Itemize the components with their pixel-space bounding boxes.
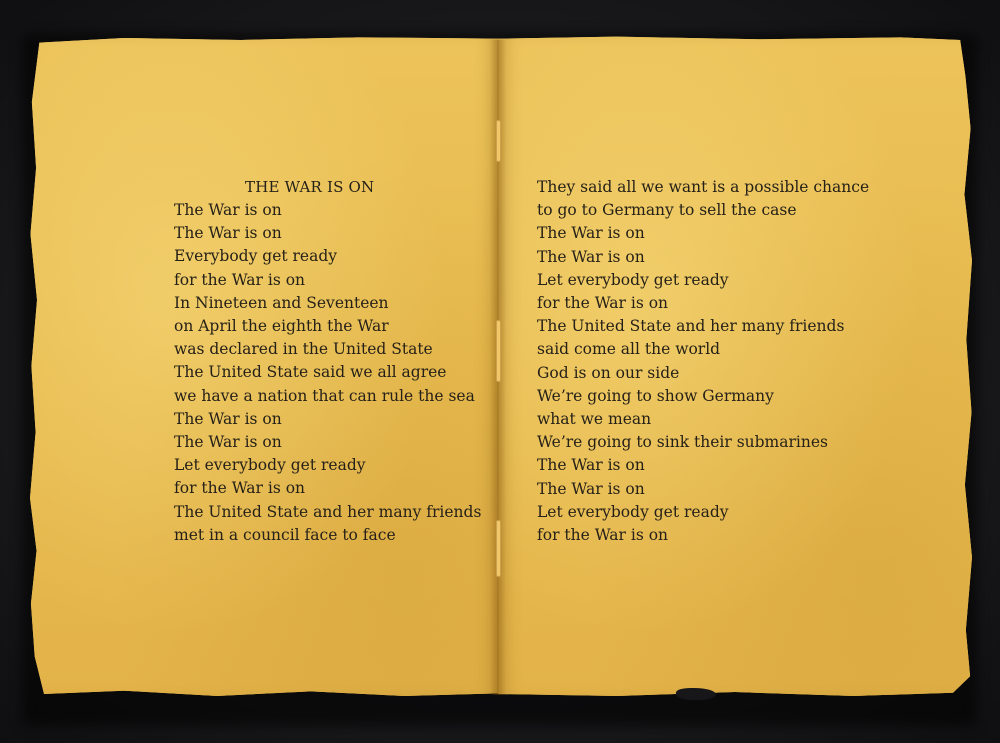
poem-line: The War is on (174, 224, 282, 243)
poem-line: we have a nation that can rule the sea (174, 386, 475, 405)
binding-thread (496, 120, 501, 162)
poem-line: for the War is on (537, 294, 669, 313)
poem-line: The War is on (174, 409, 282, 428)
poem-line: The War is on (537, 224, 645, 243)
poem-line: Let everybody get ready (537, 270, 729, 289)
binding-thread (496, 320, 501, 382)
poem-line: Everybody get ready (174, 247, 338, 266)
left-page-text (174, 199, 481, 547)
poem-line: on April the eighth the War (174, 317, 389, 336)
poem-line: The United State said we all agree (174, 363, 447, 382)
poem-line: In Nineteen and Seventeen (174, 293, 389, 312)
poem-line: The United State and her many friends (174, 502, 482, 521)
poem-title: THE WAR IS ON (245, 178, 375, 196)
poem-line: The United State and her many friends (537, 317, 845, 336)
paper-tear (676, 688, 716, 700)
binding-thread (496, 520, 501, 577)
poem-line: Let everybody get ready (174, 456, 366, 475)
poem-line: was declared in the United State (174, 340, 433, 359)
poem-line: The War is on (174, 433, 282, 452)
poem-line: for the War is on (174, 270, 306, 289)
poem-line: to go to Germany to sell the case (537, 201, 797, 220)
right-page-text (537, 176, 869, 547)
poem-line: We’re going to show Germany (537, 386, 774, 405)
poem-line: met in a council face to face (174, 525, 396, 544)
poem-line: said come all the world (537, 340, 721, 359)
poem-line: Let everybody get ready (537, 502, 729, 521)
poem-line: The War is on (537, 456, 645, 475)
poem-line: God is on our side (537, 363, 680, 382)
poem-line: for the War is on (537, 526, 669, 545)
poem-line: The War is on (174, 201, 282, 219)
poem-line: for the War is on (174, 479, 306, 498)
poem-line: The War is on (537, 479, 645, 498)
poem-line: what we mean (537, 410, 652, 429)
poem-line: The War is on (537, 247, 645, 266)
poem-line: We’re going to sink their submarines (537, 433, 828, 452)
poem-line: They said all we want is a possible chance (537, 178, 870, 196)
